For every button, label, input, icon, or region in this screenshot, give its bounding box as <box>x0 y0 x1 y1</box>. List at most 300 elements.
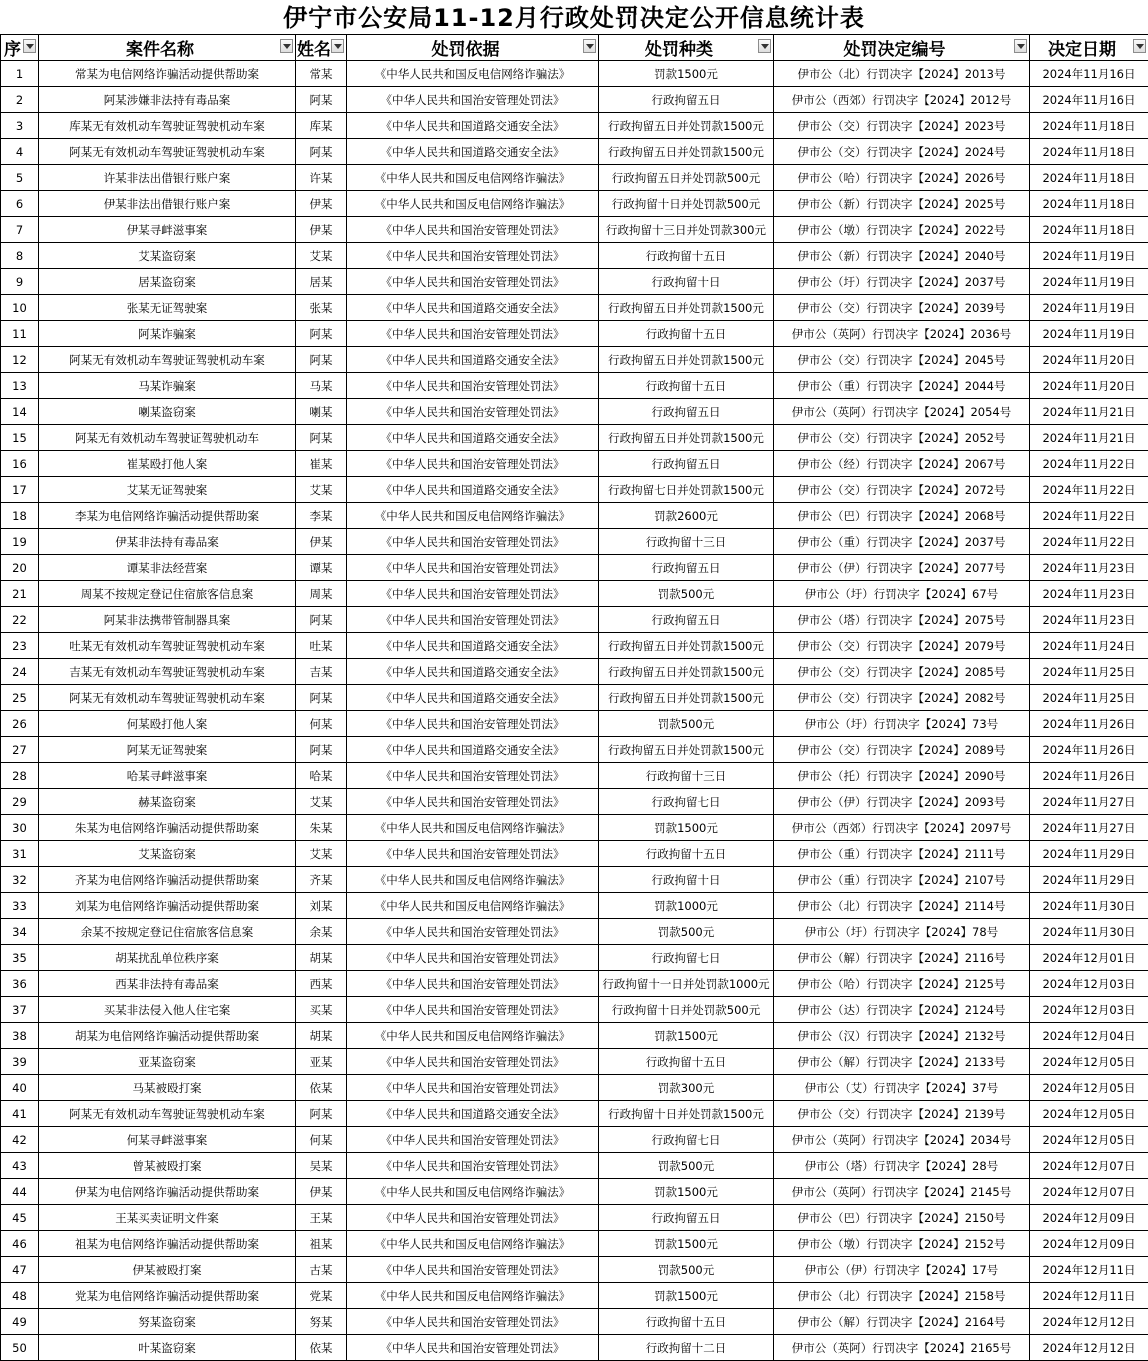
cell-person-name: 阿某 <box>296 1101 347 1127</box>
table-row <box>1 1153 1148 1179</box>
cell-case-name: 努某盗窃案 <box>39 1309 296 1335</box>
cell-decision-date: 2024年11月25日 <box>1030 685 1148 711</box>
cell-case-name: 马某被殴打案 <box>39 1075 296 1101</box>
cell-decision-number: 伊市公（墩）行罚决字【2024】2022号 <box>774 217 1030 243</box>
cell-case-name: 王某买卖证明文件案 <box>39 1205 296 1231</box>
cell-decision-date: 2024年12月01日 <box>1030 945 1148 971</box>
cell-decision-date: 2024年11月18日 <box>1030 191 1148 217</box>
cell-penalty-type: 行政拘留七日 <box>599 789 774 815</box>
cell-decision-number: 伊市公（交）行罚决字【2024】2079号 <box>774 633 1030 659</box>
cell-decision-date: 2024年11月19日 <box>1030 243 1148 269</box>
table-row <box>1 1049 1148 1075</box>
cell-decision-date: 2024年12月03日 <box>1030 971 1148 997</box>
table-row <box>1 217 1148 243</box>
cell-penalty-type: 行政拘留五日并处罚款1500元 <box>599 633 774 659</box>
table-row <box>1 347 1148 373</box>
cell-legal-basis: 《中华人民共和国道路交通安全法》 <box>347 1101 599 1127</box>
cell-index: 9 <box>1 269 39 295</box>
cell-penalty-type: 罚款1500元 <box>599 1179 774 1205</box>
cell-legal-basis: 《中华人民共和国治安管理处罚法》 <box>347 529 599 555</box>
cell-index: 8 <box>1 243 39 269</box>
cell-legal-basis: 《中华人民共和国反电信网络诈骗法》 <box>347 893 599 919</box>
cell-case-name: 伊某被殴打案 <box>39 1257 296 1283</box>
cell-case-name: 艾某无证驾驶案 <box>39 477 296 503</box>
cell-index: 39 <box>1 1049 39 1075</box>
header-row <box>1 35 1148 61</box>
cell-decision-number: 伊市公（英阿）行罚决字【2024】2145号 <box>774 1179 1030 1205</box>
cell-legal-basis: 《中华人民共和国反电信网络诈骗法》 <box>347 1283 599 1309</box>
cell-index: 6 <box>1 191 39 217</box>
cell-case-name: 阿某无有效机动车驾驶证驾驶机动车 <box>39 425 296 451</box>
cell-decision-date: 2024年11月18日 <box>1030 113 1148 139</box>
table-row <box>1 1283 1148 1309</box>
cell-decision-number: 伊市公（艾）行罚决字【2024】37号 <box>774 1075 1030 1101</box>
cell-penalty-type: 行政拘留十日 <box>599 867 774 893</box>
cell-decision-number: 伊市公（重）行罚决字【2024】2111号 <box>774 841 1030 867</box>
cell-index: 18 <box>1 503 39 529</box>
cell-legal-basis: 《中华人民共和国道路交通安全法》 <box>347 425 599 451</box>
cell-person-name: 吐某 <box>296 633 347 659</box>
cell-decision-number: 伊市公（墩）行罚决字【2024】2152号 <box>774 1231 1030 1257</box>
cell-penalty-type: 行政拘留十五日 <box>599 243 774 269</box>
cell-index: 29 <box>1 789 39 815</box>
table-row <box>1 919 1148 945</box>
cell-decision-date: 2024年11月18日 <box>1030 165 1148 191</box>
cell-decision-number: 伊市公（英阿）行罚决字【2024】2036号 <box>774 321 1030 347</box>
table-row <box>1 997 1148 1023</box>
cell-case-name: 周某不按规定登记住宿旅客信息案 <box>39 581 296 607</box>
cell-person-name: 许某 <box>296 165 347 191</box>
cell-index: 45 <box>1 1205 39 1231</box>
table-row <box>1 607 1148 633</box>
cell-legal-basis: 《中华人民共和国反电信网络诈骗法》 <box>347 191 599 217</box>
cell-person-name: 艾某 <box>296 789 347 815</box>
cell-person-name: 朱某 <box>296 815 347 841</box>
cell-penalty-type: 行政拘留十日并处罚款500元 <box>599 997 774 1023</box>
table-row <box>1 243 1148 269</box>
cell-index: 24 <box>1 659 39 685</box>
cell-case-name: 西某非法持有毒品案 <box>39 971 296 997</box>
cell-person-name: 党某 <box>296 1283 347 1309</box>
cell-legal-basis: 《中华人民共和国治安管理处罚法》 <box>347 451 599 477</box>
cell-person-name: 胡某 <box>296 1023 347 1049</box>
cell-legal-basis: 《中华人民共和国反电信网络诈骗法》 <box>347 503 599 529</box>
filter-dropdown-icon[interactable] <box>331 39 344 53</box>
cell-penalty-type: 行政拘留七日并处罚款1500元 <box>599 477 774 503</box>
cell-index: 33 <box>1 893 39 919</box>
table-row <box>1 1023 1148 1049</box>
cell-case-name: 哈某寻衅滋事案 <box>39 763 296 789</box>
cell-decision-date: 2024年11月26日 <box>1030 763 1148 789</box>
cell-decision-date: 2024年11月26日 <box>1030 711 1148 737</box>
cell-decision-number: 伊市公（经）行罚决字【2024】2067号 <box>774 451 1030 477</box>
cell-case-name: 库某无有效机动车驾驶证驾驶机动车案 <box>39 113 296 139</box>
cell-legal-basis: 《中华人民共和国治安管理处罚法》 <box>347 1127 599 1153</box>
cell-case-name: 伊某非法持有毒品案 <box>39 529 296 555</box>
cell-index: 15 <box>1 425 39 451</box>
cell-person-name: 阿某 <box>296 87 347 113</box>
table-row <box>1 971 1148 997</box>
table-row <box>1 191 1148 217</box>
cell-legal-basis: 《中华人民共和国治安管理处罚法》 <box>347 1049 599 1075</box>
cell-penalty-type: 行政拘留十一日并处罚款1000元 <box>599 971 774 997</box>
cell-penalty-type: 罚款1500元 <box>599 815 774 841</box>
cell-decision-date: 2024年11月27日 <box>1030 815 1148 841</box>
table-row <box>1 165 1148 191</box>
table-row <box>1 1179 1148 1205</box>
cell-penalty-type: 行政拘留五日 <box>599 87 774 113</box>
cell-person-name: 阿某 <box>296 685 347 711</box>
cell-penalty-type: 罚款500元 <box>599 581 774 607</box>
cell-legal-basis: 《中华人民共和国治安管理处罚法》 <box>347 581 599 607</box>
header-penalty-type <box>599 35 774 61</box>
cell-case-name: 余某不按规定登记住宿旅客信息案 <box>39 919 296 945</box>
cell-legal-basis: 《中华人民共和国治安管理处罚法》 <box>347 945 599 971</box>
penalty-table <box>0 34 1148 1361</box>
filter-dropdown-icon[interactable] <box>583 39 596 53</box>
cell-decision-number: 伊市公（北）行罚决字【2024】2013号 <box>774 61 1030 87</box>
header-label: 处罚种类 <box>599 35 773 60</box>
table-row <box>1 529 1148 555</box>
cell-penalty-type: 罚款2600元 <box>599 503 774 529</box>
cell-penalty-type: 行政拘留五日并处罚款1500元 <box>599 295 774 321</box>
cell-legal-basis: 《中华人民共和国治安管理处罚法》 <box>347 841 599 867</box>
cell-index: 28 <box>1 763 39 789</box>
cell-case-name: 曾某被殴打案 <box>39 1153 296 1179</box>
cell-penalty-type: 行政拘留五日并处罚款1500元 <box>599 113 774 139</box>
cell-decision-number: 伊市公（交）行罚决字【2024】2023号 <box>774 113 1030 139</box>
cell-penalty-type: 行政拘留七日 <box>599 1127 774 1153</box>
cell-person-name: 伊某 <box>296 217 347 243</box>
cell-decision-date: 2024年11月22日 <box>1030 451 1148 477</box>
cell-legal-basis: 《中华人民共和国道路交通安全法》 <box>347 737 599 763</box>
cell-decision-number: 伊市公（巴）行罚决字【2024】2150号 <box>774 1205 1030 1231</box>
cell-person-name: 居某 <box>296 269 347 295</box>
cell-penalty-type: 行政拘留十三日 <box>599 763 774 789</box>
cell-person-name: 阿某 <box>296 607 347 633</box>
cell-index: 47 <box>1 1257 39 1283</box>
cell-index: 2 <box>1 87 39 113</box>
cell-penalty-type: 行政拘留五日 <box>599 607 774 633</box>
cell-index: 30 <box>1 815 39 841</box>
cell-decision-date: 2024年12月03日 <box>1030 997 1148 1023</box>
cell-index: 14 <box>1 399 39 425</box>
cell-case-name: 谭某非法经营案 <box>39 555 296 581</box>
cell-index: 17 <box>1 477 39 503</box>
cell-case-name: 赫某盗窃案 <box>39 789 296 815</box>
header-case-name <box>39 35 296 61</box>
cell-case-name: 党某为电信网络诈骗活动提供帮助案 <box>39 1283 296 1309</box>
cell-penalty-type: 行政拘留五日并处罚款500元 <box>599 165 774 191</box>
table-row <box>1 659 1148 685</box>
header-index <box>1 35 39 61</box>
cell-index: 4 <box>1 139 39 165</box>
cell-person-name: 谭某 <box>296 555 347 581</box>
cell-legal-basis: 《中华人民共和国反电信网络诈骗法》 <box>347 61 599 87</box>
cell-case-name: 崔某殴打他人案 <box>39 451 296 477</box>
cell-penalty-type: 行政拘留五日并处罚款1500元 <box>599 659 774 685</box>
cell-index: 37 <box>1 997 39 1023</box>
cell-decision-number: 伊市公（圩）行罚决字【2024】73号 <box>774 711 1030 737</box>
table-body <box>1 61 1148 1361</box>
cell-person-name: 刘某 <box>296 893 347 919</box>
cell-legal-basis: 《中华人民共和国治安管理处罚法》 <box>347 919 599 945</box>
cell-legal-basis: 《中华人民共和国治安管理处罚法》 <box>347 373 599 399</box>
cell-person-name: 买某 <box>296 997 347 1023</box>
cell-penalty-type: 罚款1500元 <box>599 61 774 87</box>
table-row <box>1 1101 1148 1127</box>
cell-decision-date: 2024年11月22日 <box>1030 503 1148 529</box>
page-title: 伊宁市公安局11-12月行政处罚决定公开信息统计表 <box>0 0 1148 34</box>
cell-decision-number: 伊市公（西郊）行罚决字【2024】2012号 <box>774 87 1030 113</box>
cell-person-name: 阿某 <box>296 321 347 347</box>
cell-legal-basis: 《中华人民共和国治安管理处罚法》 <box>347 971 599 997</box>
header-label: 处罚决定编号 <box>774 35 1029 60</box>
cell-decision-date: 2024年11月30日 <box>1030 893 1148 919</box>
cell-decision-date: 2024年12月05日 <box>1030 1049 1148 1075</box>
cell-decision-number: 伊市公（塔）行罚决字【2024】2075号 <box>774 607 1030 633</box>
cell-case-name: 许某非法出借银行账户案 <box>39 165 296 191</box>
cell-legal-basis: 《中华人民共和国治安管理处罚法》 <box>347 763 599 789</box>
cell-legal-basis: 《中华人民共和国治安管理处罚法》 <box>347 607 599 633</box>
cell-decision-number: 伊市公（英阿）行罚决字【2024】2034号 <box>774 1127 1030 1153</box>
cell-case-name: 李某为电信网络诈骗活动提供帮助案 <box>39 503 296 529</box>
cell-index: 49 <box>1 1309 39 1335</box>
cell-person-name: 阿某 <box>296 425 347 451</box>
cell-person-name: 马某 <box>296 373 347 399</box>
cell-decision-number: 伊市公（新）行罚决字【2024】2025号 <box>774 191 1030 217</box>
cell-legal-basis: 《中华人民共和国治安管理处罚法》 <box>347 399 599 425</box>
cell-decision-date: 2024年11月19日 <box>1030 269 1148 295</box>
cell-case-name: 阿某无证驾驶案 <box>39 737 296 763</box>
cell-index: 46 <box>1 1231 39 1257</box>
cell-decision-date: 2024年11月23日 <box>1030 607 1148 633</box>
cell-person-name: 何某 <box>296 711 347 737</box>
cell-index: 43 <box>1 1153 39 1179</box>
table-row <box>1 451 1148 477</box>
cell-index: 12 <box>1 347 39 373</box>
cell-person-name: 依某 <box>296 1335 347 1361</box>
cell-legal-basis: 《中华人民共和国治安管理处罚法》 <box>347 1205 599 1231</box>
cell-index: 11 <box>1 321 39 347</box>
cell-decision-number: 伊市公（伊）行罚决字【2024】2093号 <box>774 789 1030 815</box>
cell-penalty-type: 行政拘留十五日 <box>599 1049 774 1075</box>
cell-decision-date: 2024年12月11日 <box>1030 1283 1148 1309</box>
cell-case-name: 阿某非法携带管制器具案 <box>39 607 296 633</box>
cell-decision-number: 伊市公（交）行罚决字【2024】2039号 <box>774 295 1030 321</box>
cell-index: 20 <box>1 555 39 581</box>
table-row <box>1 737 1148 763</box>
cell-penalty-type: 行政拘留五日并处罚款1500元 <box>599 737 774 763</box>
cell-legal-basis: 《中华人民共和国治安管理处罚法》 <box>347 243 599 269</box>
cell-penalty-type: 罚款1500元 <box>599 1283 774 1309</box>
cell-decision-date: 2024年11月26日 <box>1030 737 1148 763</box>
cell-person-name: 吉某 <box>296 659 347 685</box>
cell-penalty-type: 行政拘留十三日 <box>599 529 774 555</box>
cell-index: 41 <box>1 1101 39 1127</box>
cell-legal-basis: 《中华人民共和国道路交通安全法》 <box>347 477 599 503</box>
cell-case-name: 常某为电信网络诈骗活动提供帮助案 <box>39 61 296 87</box>
cell-decision-date: 2024年11月19日 <box>1030 295 1148 321</box>
cell-decision-number: 伊市公（西郊）行罚决字【2024】2097号 <box>774 815 1030 841</box>
cell-index: 32 <box>1 867 39 893</box>
cell-legal-basis: 《中华人民共和国治安管理处罚法》 <box>347 321 599 347</box>
filter-dropdown-icon[interactable] <box>1133 39 1146 53</box>
table-row <box>1 815 1148 841</box>
cell-penalty-type: 行政拘留五日并处罚款1500元 <box>599 347 774 373</box>
cell-legal-basis: 《中华人民共和国道路交通安全法》 <box>347 347 599 373</box>
cell-decision-date: 2024年11月29日 <box>1030 867 1148 893</box>
cell-legal-basis: 《中华人民共和国反电信网络诈骗法》 <box>347 1231 599 1257</box>
cell-case-name: 亚某盗窃案 <box>39 1049 296 1075</box>
cell-person-name: 王某 <box>296 1205 347 1231</box>
table-row <box>1 87 1148 113</box>
cell-person-name: 阿某 <box>296 139 347 165</box>
cell-decision-number: 伊市公（巴）行罚决字【2024】2068号 <box>774 503 1030 529</box>
cell-decision-date: 2024年12月04日 <box>1030 1023 1148 1049</box>
cell-penalty-type: 行政拘留七日 <box>599 945 774 971</box>
cell-index: 27 <box>1 737 39 763</box>
table-row <box>1 1257 1148 1283</box>
cell-legal-basis: 《中华人民共和国治安管理处罚法》 <box>347 997 599 1023</box>
cell-decision-number: 伊市公（伊）行罚决字【2024】2077号 <box>774 555 1030 581</box>
cell-decision-number: 伊市公（新）行罚决字【2024】2040号 <box>774 243 1030 269</box>
cell-legal-basis: 《中华人民共和国道路交通安全法》 <box>347 295 599 321</box>
cell-index: 40 <box>1 1075 39 1101</box>
cell-decision-date: 2024年12月12日 <box>1030 1309 1148 1335</box>
cell-legal-basis: 《中华人民共和国道路交通安全法》 <box>347 139 599 165</box>
cell-person-name: 崔某 <box>296 451 347 477</box>
table-row <box>1 269 1148 295</box>
cell-decision-number: 伊市公（交）行罚决字【2024】2052号 <box>774 425 1030 451</box>
cell-case-name: 阿某诈骗案 <box>39 321 296 347</box>
cell-person-name: 库某 <box>296 113 347 139</box>
cell-penalty-type: 行政拘留十五日 <box>599 841 774 867</box>
cell-case-name: 伊某非法出借银行账户案 <box>39 191 296 217</box>
cell-decision-date: 2024年11月25日 <box>1030 659 1148 685</box>
cell-decision-date: 2024年11月18日 <box>1030 139 1148 165</box>
cell-index: 1 <box>1 61 39 87</box>
cell-decision-date: 2024年12月12日 <box>1030 1335 1148 1361</box>
cell-decision-date: 2024年11月29日 <box>1030 841 1148 867</box>
cell-decision-date: 2024年11月18日 <box>1030 217 1148 243</box>
filter-dropdown-icon[interactable] <box>1014 39 1027 53</box>
table-row <box>1 763 1148 789</box>
header-decision-number <box>774 35 1030 61</box>
cell-penalty-type: 行政拘留十日并处罚款500元 <box>599 191 774 217</box>
cell-legal-basis: 《中华人民共和国道路交通安全法》 <box>347 113 599 139</box>
table-row <box>1 477 1148 503</box>
cell-case-name: 阿某无有效机动车驾驶证驾驶机动车案 <box>39 139 296 165</box>
cell-legal-basis: 《中华人民共和国治安管理处罚法》 <box>347 789 599 815</box>
cell-index: 23 <box>1 633 39 659</box>
cell-decision-date: 2024年11月20日 <box>1030 347 1148 373</box>
cell-person-name: 依某 <box>296 1075 347 1101</box>
header-label: 序 <box>1 35 38 60</box>
cell-decision-date: 2024年11月30日 <box>1030 919 1148 945</box>
cell-decision-date: 2024年12月09日 <box>1030 1231 1148 1257</box>
table-row <box>1 425 1148 451</box>
cell-decision-number: 伊市公（解）行罚决字【2024】2164号 <box>774 1309 1030 1335</box>
cell-person-name: 喇某 <box>296 399 347 425</box>
table-row <box>1 1127 1148 1153</box>
cell-index: 42 <box>1 1127 39 1153</box>
cell-legal-basis: 《中华人民共和国治安管理处罚法》 <box>347 1335 599 1361</box>
cell-legal-basis: 《中华人民共和国道路交通安全法》 <box>347 685 599 711</box>
table-row <box>1 841 1148 867</box>
cell-decision-number: 伊市公（交）行罚决字【2024】2082号 <box>774 685 1030 711</box>
cell-penalty-type: 行政拘留五日并处罚款1500元 <box>599 139 774 165</box>
cell-decision-number: 伊市公（北）行罚决字【2024】2114号 <box>774 893 1030 919</box>
table-row <box>1 789 1148 815</box>
cell-index: 16 <box>1 451 39 477</box>
cell-decision-date: 2024年12月05日 <box>1030 1127 1148 1153</box>
cell-person-name: 古某 <box>296 1257 347 1283</box>
cell-penalty-type: 行政拘留十五日 <box>599 1309 774 1335</box>
table-row <box>1 1309 1148 1335</box>
cell-case-name: 买某非法侵入他人住宅案 <box>39 997 296 1023</box>
cell-decision-number: 伊市公（圩）行罚决字【2024】78号 <box>774 919 1030 945</box>
cell-penalty-type: 罚款500元 <box>599 711 774 737</box>
cell-person-name: 吴某 <box>296 1153 347 1179</box>
cell-case-name: 阿某无有效机动车驾驶证驾驶机动车案 <box>39 685 296 711</box>
cell-penalty-type: 行政拘留十五日 <box>599 321 774 347</box>
cell-case-name: 刘某为电信网络诈骗活动提供帮助案 <box>39 893 296 919</box>
cell-decision-number: 伊市公（重）行罚决字【2024】2044号 <box>774 373 1030 399</box>
cell-legal-basis: 《中华人民共和国反电信网络诈骗法》 <box>347 1179 599 1205</box>
cell-decision-date: 2024年12月11日 <box>1030 1257 1148 1283</box>
cell-person-name: 常某 <box>296 61 347 87</box>
table-row <box>1 893 1148 919</box>
filter-dropdown-icon[interactable] <box>23 39 36 53</box>
table-row <box>1 1075 1148 1101</box>
cell-index: 3 <box>1 113 39 139</box>
cell-decision-number: 伊市公（交）行罚决字【2024】2072号 <box>774 477 1030 503</box>
cell-index: 36 <box>1 971 39 997</box>
cell-decision-number: 伊市公（交）行罚决字【2024】2139号 <box>774 1101 1030 1127</box>
cell-case-name: 吉某无有效机动车驾驶证驾驶机动车案 <box>39 659 296 685</box>
cell-case-name: 吐某无有效机动车驾驶证驾驶机动车案 <box>39 633 296 659</box>
filter-dropdown-icon[interactable] <box>758 39 771 53</box>
cell-person-name: 伊某 <box>296 1179 347 1205</box>
cell-case-name: 居某盗窃案 <box>39 269 296 295</box>
cell-decision-number: 伊市公（重）行罚决字【2024】2107号 <box>774 867 1030 893</box>
cell-case-name: 何某殴打他人案 <box>39 711 296 737</box>
filter-dropdown-icon[interactable] <box>280 39 293 53</box>
cell-legal-basis: 《中华人民共和国治安管理处罚法》 <box>347 711 599 737</box>
cell-decision-date: 2024年11月19日 <box>1030 321 1148 347</box>
cell-case-name: 艾某盗窃案 <box>39 841 296 867</box>
cell-decision-date: 2024年11月20日 <box>1030 373 1148 399</box>
cell-index: 13 <box>1 373 39 399</box>
cell-decision-date: 2024年11月27日 <box>1030 789 1148 815</box>
cell-person-name: 亚某 <box>296 1049 347 1075</box>
table-row <box>1 1231 1148 1257</box>
table-row <box>1 61 1148 87</box>
cell-decision-date: 2024年12月05日 <box>1030 1101 1148 1127</box>
cell-decision-date: 2024年11月24日 <box>1030 633 1148 659</box>
cell-legal-basis: 《中华人民共和国治安管理处罚法》 <box>347 269 599 295</box>
cell-decision-number: 伊市公（重）行罚决字【2024】2037号 <box>774 529 1030 555</box>
cell-case-name: 伊某为电信网络诈骗活动提供帮助案 <box>39 1179 296 1205</box>
cell-case-name: 阿某无有效机动车驾驶证驾驶机动车案 <box>39 347 296 373</box>
cell-decision-date: 2024年11月16日 <box>1030 87 1148 113</box>
cell-decision-number: 伊市公（伊）行罚决字【2024】17号 <box>774 1257 1030 1283</box>
cell-index: 19 <box>1 529 39 555</box>
cell-decision-number: 伊市公（英阿）行罚决字【2024】2165号 <box>774 1335 1030 1361</box>
cell-index: 26 <box>1 711 39 737</box>
cell-case-name: 何某寻衅滋事案 <box>39 1127 296 1153</box>
